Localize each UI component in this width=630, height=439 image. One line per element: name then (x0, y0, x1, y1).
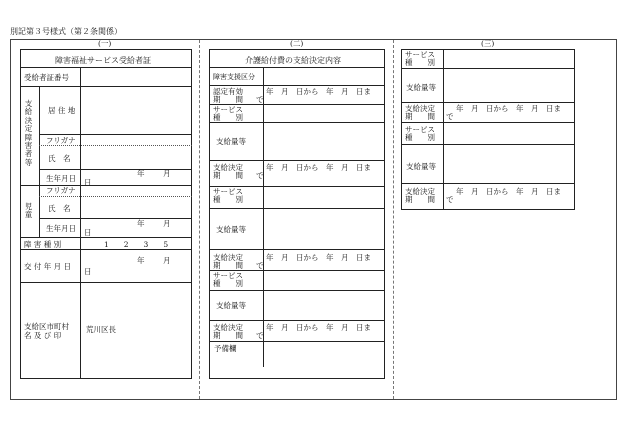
valid-period-text-1: 年 月 日から 年 月 日ま (266, 87, 371, 96)
birth-month-label: 月 (163, 169, 171, 178)
service-type-label-2: 種 別 (405, 133, 435, 142)
divider (443, 49, 444, 210)
decision-period-label-2: 期 間 (213, 171, 243, 180)
child-birthdate-label: 生年月日 (46, 224, 76, 233)
furigana-label: フリガナ (46, 136, 76, 145)
decision-period-text-2: で (256, 331, 264, 340)
section-label-3: (三) (481, 39, 495, 48)
address-field[interactable] (81, 87, 191, 134)
remarks-field[interactable] (210, 354, 384, 378)
service-type-label-2: 種 別 (213, 279, 243, 288)
service-type-label-2: 種 別 (213, 113, 243, 122)
child-furigana-label: フリガナ (46, 186, 76, 195)
valid-period-label-2: 期 間 (213, 95, 243, 104)
amount-label: 支給量等 (216, 301, 246, 310)
payee-group-label: 支給決定障害者等 (24, 99, 33, 167)
decision-period-text-1: 年 月 日から 年 月 日ま (266, 323, 371, 332)
furigana-field[interactable] (81, 135, 191, 144)
service-type-label-2: 種 別 (213, 195, 243, 204)
form-header: 別記第３号様式（第２条関係） (10, 27, 122, 36)
service-type-label-1: サービス (213, 105, 243, 114)
divider (20, 237, 192, 238)
child-name-field[interactable] (81, 197, 191, 218)
decision-period-text-1: 年 月 日から 年 月 日ま (456, 187, 561, 196)
child-furigana-field[interactable] (81, 186, 191, 195)
service-type-label-1: サービス (405, 125, 435, 134)
disability-type-label: 障 害 種 別 (24, 240, 62, 249)
divider (209, 249, 385, 250)
child-name-label: 氏 名 (48, 204, 71, 213)
decision-period-label-2: 期 間 (405, 112, 435, 121)
issue-month-label: 月 (163, 256, 171, 265)
recipient-number-field[interactable] (81, 68, 191, 85)
decision-period-label-1: 支給決定 (213, 323, 243, 332)
divider (209, 67, 385, 68)
decision-period-label-2: 期 間 (213, 331, 243, 340)
divider (20, 282, 192, 283)
service-type-label-1: サービス (213, 271, 243, 280)
remarks-label: 予備欄 (214, 344, 237, 353)
birth-day-label: 日 (84, 178, 92, 187)
decision-period-text-2: で (446, 112, 454, 121)
divider (39, 185, 40, 237)
name-label: 氏 名 (48, 154, 71, 163)
divider (209, 208, 385, 209)
care-benefit-title: 介護給付費の支給決定内容 (245, 56, 341, 65)
support-category-label: 障害支援区分 (213, 73, 255, 81)
section-label-1: (一) (98, 39, 112, 48)
valid-period-text-2: で (256, 95, 264, 104)
decision-period-text-1: 年 月 日から 年 月 日ま (456, 104, 561, 113)
amount-label: 支給量等 (216, 137, 246, 146)
decision-period-label-1: 支給決定 (213, 163, 243, 172)
divider (209, 320, 385, 321)
divider (80, 282, 81, 379)
divider (209, 341, 385, 342)
municipality-label-line2: 名 及 び 印 (24, 331, 62, 340)
divider (39, 86, 40, 185)
birthdate-label: 生年月日 (46, 174, 76, 183)
issue-year-label: 年 (137, 256, 145, 265)
service-type-label-2: 種 別 (405, 58, 435, 67)
decision-period-label-1: 支給決定 (405, 104, 435, 113)
divider (209, 160, 385, 161)
birth-year-label: 年 (137, 169, 145, 178)
divider (209, 85, 385, 86)
decision-period-label-2: 期 間 (213, 261, 243, 270)
decision-period-text-2: で (256, 171, 264, 180)
child-group-label: 児童 (24, 202, 33, 220)
child-birth-year-label: 年 (137, 219, 145, 228)
divider (209, 122, 385, 123)
issue-date-label: 交 付 年 月 日 (24, 262, 72, 271)
amount-label: 支給量等 (406, 162, 436, 171)
name-field[interactable] (81, 146, 191, 169)
decision-period-label-2: 期 間 (405, 195, 435, 204)
divider (401, 68, 575, 69)
divider (401, 144, 575, 145)
decision-period-label-1: 支給決定 (213, 253, 243, 262)
child-birth-day-label: 日 (84, 228, 92, 237)
address-label: 居 住 地 (48, 106, 76, 115)
divider (80, 249, 81, 282)
decision-period-text-2: で (446, 195, 454, 204)
decision-period-text-1: 年 月 日から 年 月 日ま (266, 253, 371, 262)
fold-line-1 (199, 40, 200, 399)
divider (20, 249, 192, 250)
decision-period-text-1: 年 月 日から 年 月 日ま (266, 163, 371, 172)
divider (401, 102, 575, 103)
divider (401, 122, 575, 123)
section-label-2: (二) (290, 39, 304, 48)
issue-day-label: 日 (84, 267, 92, 276)
divider (209, 290, 385, 291)
recipient-number-label: 受給者証番号 (24, 73, 69, 82)
disability-type-options[interactable]: 1 2 3 5 (104, 240, 169, 249)
amount-label: 支給量等 (406, 83, 436, 92)
amount-label: 支給量等 (216, 225, 246, 234)
decision-period-label-1: 支給決定 (405, 187, 435, 196)
child-birth-month-label: 月 (163, 219, 171, 228)
service-type-label-1: サービス (405, 50, 435, 59)
divider (80, 237, 81, 249)
divider (263, 67, 264, 367)
certificate-title: 障害福祉サービス受給者証 (55, 56, 151, 65)
municipality-label-line1: 支給区市町村 (24, 322, 69, 331)
decision-period-text-2: で (256, 261, 264, 270)
service-type-label-1: サービス (213, 187, 243, 196)
fold-line-2 (393, 40, 394, 399)
divider (401, 183, 575, 184)
valid-period-label-1: 認定有効 (213, 87, 243, 96)
municipality-value: 荒川区長 (86, 325, 116, 334)
